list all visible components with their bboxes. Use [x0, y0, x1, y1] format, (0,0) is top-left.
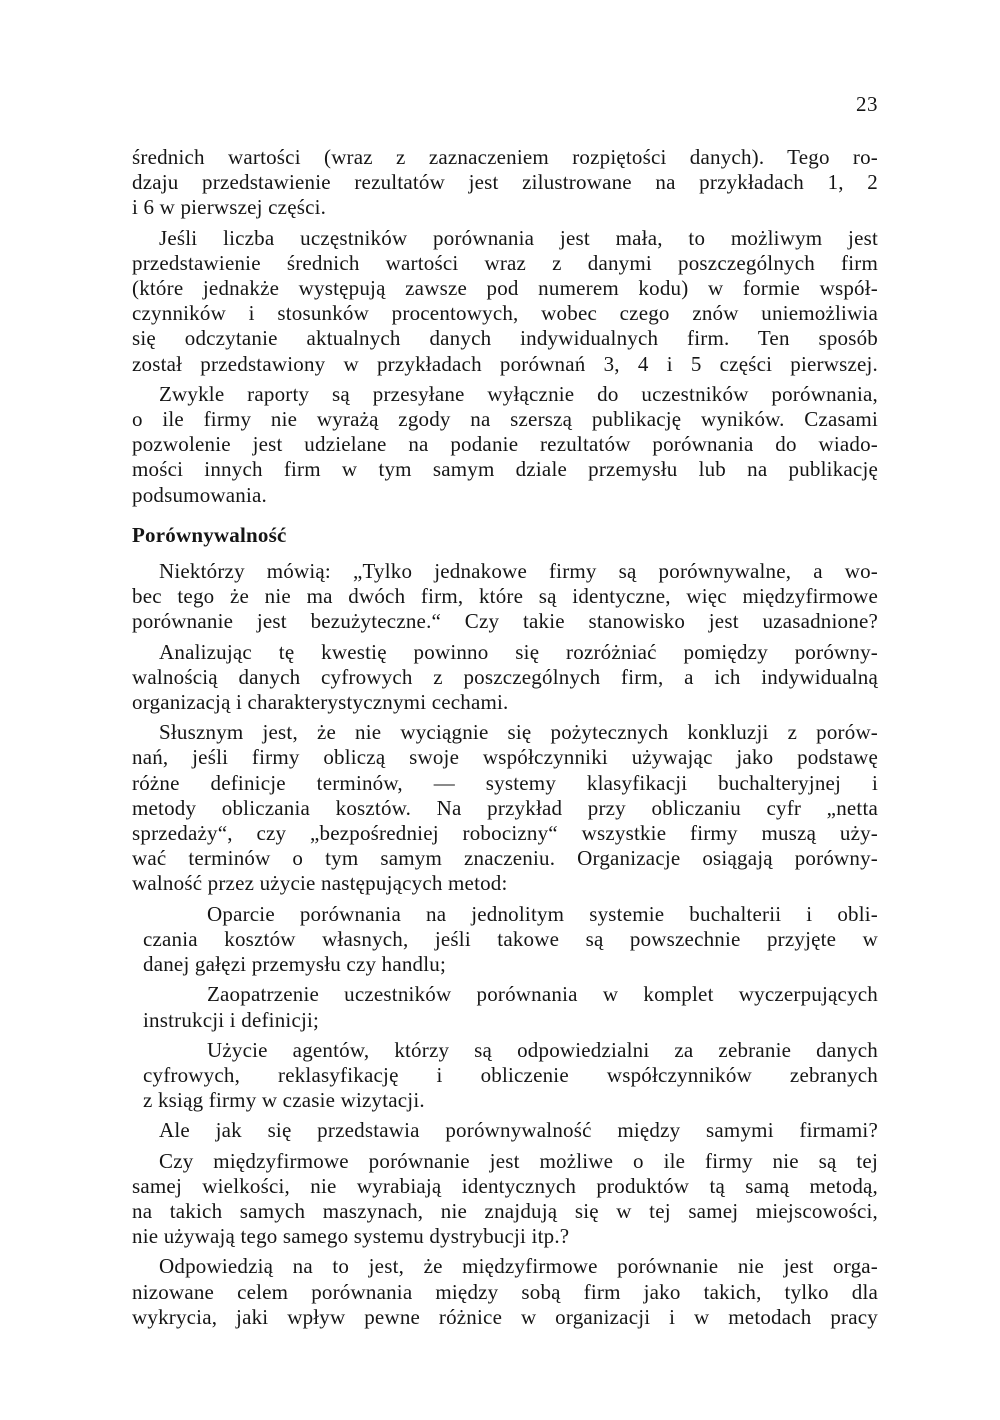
text-line: Zaopatrzenie uczestników porównania w komplet wyczerpujących [207, 982, 878, 1007]
paragraph [132, 226, 878, 377]
text-line: wykrycia, jaki wpływ pewne różnice w organizacji i w metodach pracy [132, 1304, 878, 1329]
text-line: porównanie jest bezużyteczne.“ Czy takie stanowisko jest uzasadnione? [132, 609, 878, 634]
text-line: Analizując tę kwestię powinno się rozróżniać pomiędzy porówny- [159, 639, 878, 664]
text-line: Niektórzy mówią: „Tylko jednakowe firmy są porównywalne, a wo- [159, 559, 878, 584]
paragraph [132, 559, 878, 635]
text-line: na takich samych maszynach, nie znajdują się w tej samej miejscowości, [132, 1198, 878, 1223]
text-line: Słusznym jest, że nie wyciągnie się pożytecznych konkluzji z porów- [159, 720, 878, 745]
text-line: czania kosztów własnych, jeśli takowe są powszechnie przyjęte w [143, 926, 878, 951]
text-line: Czy międzyfirmowe porównanie jest możliwe o ile firmy nie są tej [159, 1148, 878, 1173]
text-line: Użycie agentów, którzy są odpowiedzialni za zebranie danych [207, 1037, 878, 1062]
text-line: Zwykle raporty są przesyłane wyłącznie do uczestników porównania, [159, 381, 878, 406]
text-line: bec tego że nie ma dwóch firm, które są identyczne, więc międzyfirmowe [132, 584, 878, 609]
text-line: metody obliczania kosztów. Na przykład przy obliczaniu cyfr „netta [132, 795, 878, 820]
paragraph [132, 1254, 878, 1330]
page-content [132, 92, 878, 1330]
text-line: organizacją i charakterystycznymi cechami. [132, 690, 509, 715]
list-item [143, 902, 878, 978]
text-line: Jeśli liczba uczęstników porównania jest mała, to możliwym jest [159, 225, 878, 250]
text-column [132, 145, 878, 1330]
text-line: walność przez użycie następujących metod: [132, 871, 508, 896]
text-line: dzaju przedstawienie rezultatów jest zilustrowane na przykładach 1, 2 [132, 170, 878, 195]
text-line: Ale jak się przedstawia porównywalność między samymi firmami? [159, 1118, 878, 1143]
text-line: o ile firmy nie wyrażą zgody na szerszą publikację wyników. Czasami [132, 407, 878, 432]
section-heading: Porównywalność [132, 522, 287, 547]
text-line: sprzedaży“, czy „bezpośredniej robocizny“ wszystkie firmy muszą uży- [132, 821, 878, 846]
text-line: Odpowiedzią na to jest, że międzyfirmowe porównanie nie jest orga- [159, 1254, 878, 1279]
text-line: danej gałęzi przemysłu czy handlu; [143, 952, 447, 977]
text-line: (które jednakże występują zawsze pod numerem kodu) w formie współ- [132, 276, 878, 301]
text-line: cyfrowych, reklasyfikację i obliczenie współczynników zebranych [143, 1062, 878, 1087]
text-line: średnich wartości (wraz z zaznaczeniem rozpiętości danych). Tego ro- [132, 145, 878, 169]
text-line: Oparcie porównania na jednolitym systemie buchalterii i obli- [207, 901, 878, 926]
text-line: został przedstawiony w przykładach porównań 3, 4 i 5 części pierwszej. [132, 351, 878, 376]
paragraph [132, 640, 878, 716]
text-line: czynników i stosunków procentowych, wobec czego znów uniemożliwia [132, 301, 878, 326]
text-line: wać terminów o tym samym znaczeniu. Organizacje osiągają porówny- [132, 846, 878, 871]
page-number: 23 [856, 92, 878, 116]
text-line: i 6 w pierwszej części. [132, 195, 327, 220]
text-line: nizowane celem porównania między sobą firm jako takich, tylko dla [132, 1279, 878, 1304]
paragraph [132, 1118, 878, 1143]
list-item [143, 1038, 878, 1114]
text-line: instrukcji i definicji; [143, 1007, 320, 1032]
text-line: różne definicje terminów, — systemy klasyfikacji buchalteryjnej i [132, 770, 878, 795]
text-line: samej wielkości, nie wyrabiają identycznych produktów tą samą metodą, [132, 1173, 878, 1198]
paragraph [132, 382, 878, 508]
text-line: walnością danych cyfrowych z poszczególnych firm, a ich indywidualną [132, 664, 878, 689]
paragraph [132, 145, 878, 221]
text-line: nie używają tego samego systemu dystrybucji itp.? [132, 1224, 570, 1249]
text-line: pozwolenie jest udzielane na podanie rezultatów porównania do wiado- [132, 432, 878, 457]
text-line: nań, jeśli firmy obliczą swoje współczynniki używając jako podstawę [132, 745, 878, 770]
text-line: się odczytanie aktualnych danych indywidualnych firm. Ten sposób [132, 326, 878, 351]
list-item [143, 982, 878, 1032]
paragraph [132, 1149, 878, 1250]
text-line: mości innych firm w tym samym dziale przemysłu lub na publikację [132, 457, 878, 482]
text-line: podsumowania. [132, 482, 267, 507]
text-line: przedstawienie średnich wartości wraz z danymi poszczególnych firm [132, 250, 878, 275]
paragraph [132, 720, 878, 896]
text-line: z ksiąg firmy w czasie wizytacji. [143, 1088, 425, 1113]
